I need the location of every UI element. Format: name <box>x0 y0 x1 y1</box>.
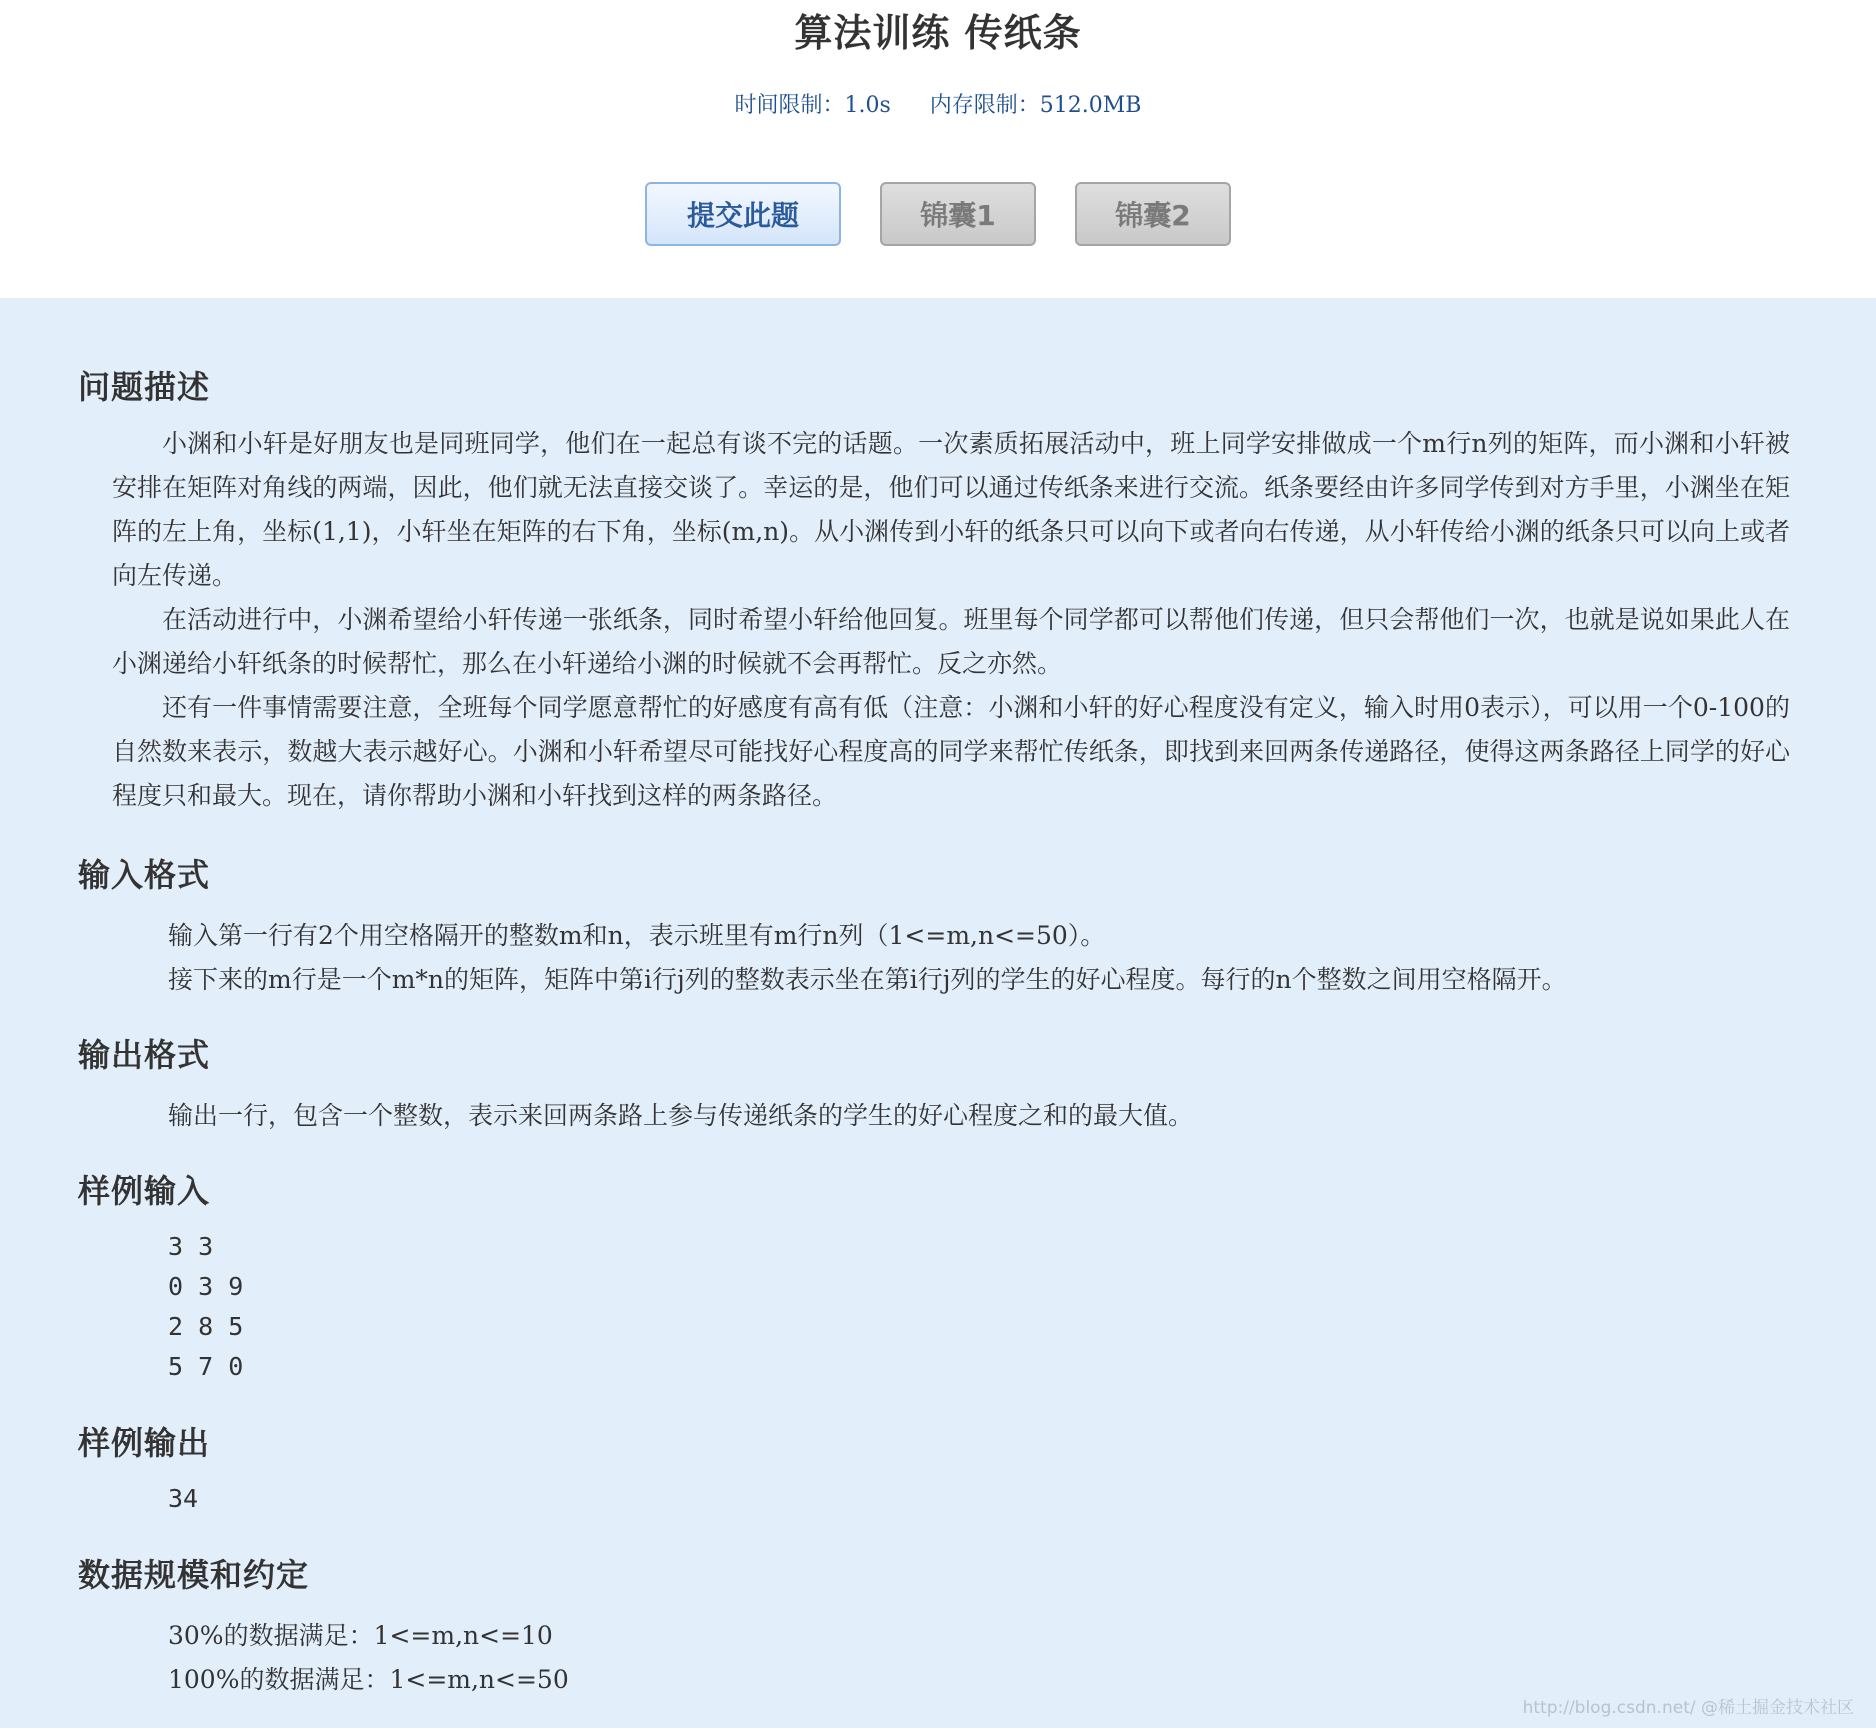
sample-output-title: 样例输出 <box>78 1424 211 1462</box>
description-paragraph-3: 还有一件事情需要注意，全班每个同学愿意帮忙的好感度有高有低（注意：小渊和小轩的好心程度没有定义，输入时用0表示），可以用一个0-100的自然数来表示，数越大表示越好心。小渊和小轩希望尽可能找好心程度高的同学来帮忙传纸条，即找到来回两条传递路径，使得这两条路径上同学的好心程度只和最大。现在，请你帮助小渊和小轩找到这样的两条路径。 <box>112 693 1790 810</box>
sample-input-line-1: 3 3 <box>168 1232 214 1261</box>
time-limit: 时间限制：1.0s <box>734 93 891 118</box>
input-format-line-1: 输入第一行有2个用空格隔开的整数m和n，表示班里有m行n列（1<=m,n<=50）。 <box>168 921 1106 950</box>
problem-content <box>0 298 1876 1728</box>
limits-bar <box>0 88 1876 119</box>
page-title: 算法训练 传纸条 <box>794 11 1082 55</box>
description-paragraph-2: 在活动进行中，小渊希望给小轩传递一张纸条，同时希望小轩给他回复。班里每个同学都可以帮他们传递，但只会帮他们一次，也就是说如果此人在小渊递给小轩纸条的时候帮忙，那么在小轩递给小渊的时候就不会再帮忙。反之亦然。 <box>112 605 1790 678</box>
output-format-title: 输出格式 <box>78 1036 211 1074</box>
tip1-button[interactable]: 锦囊1 <box>880 182 1036 246</box>
output-format-line-1: 输出一行，包含一个整数，表示来回两条路上参与传递纸条的学生的好心程度之和的最大值。 <box>168 1101 1194 1130</box>
constraints-line-2: 100%的数据满足：1<=m,n<=50 <box>168 1665 569 1694</box>
sample-input-line-4: 5 7 0 <box>168 1352 244 1381</box>
submit-button[interactable]: 提交此题 <box>645 182 841 246</box>
constraints-line-1: 30%的数据满足：1<=m,n<=10 <box>168 1621 553 1650</box>
tip2-button[interactable]: 锦囊2 <box>1075 182 1231 246</box>
sample-input-line-2: 0 3 9 <box>168 1272 244 1301</box>
sample-output-line-1: 34 <box>168 1484 199 1513</box>
description-title: 问题描述 <box>78 368 211 406</box>
input-format-title: 输入格式 <box>78 856 211 894</box>
problem-header <box>0 0 1876 298</box>
sample-input-line-3: 2 8 5 <box>168 1312 244 1341</box>
action-buttons <box>0 182 1876 248</box>
description-paragraph-1: 小渊和小轩是好朋友也是同班同学，他们在一起总有谈不完的话题。一次素质拓展活动中，班上同学安排做成一个m行n列的矩阵，而小渊和小轩被安排在矩阵对角线的两端，因此，他们就无法直接交谈了。幸运的是，他们可以通过传纸条来进行交流。纸条要经由许多同学传到对方手里，小渊坐在矩阵的左上角，坐标(1,1)，小轩坐在矩阵的右下角，坐标(m,n)。从小渊传到小轩的纸条只可以向下或者向右传递，从小轩传给小渊的纸条只可以向上或者向左传递。 <box>112 429 1790 590</box>
watermark: http://blog.csdn.net/ @稀土掘金技术社区 <box>1522 1698 1854 1718</box>
input-format-line-2: 接下来的m行是一个m*n的矩阵，矩阵中第i行j列的整数表示坐在第i行j列的学生的好心程度。每行的n个整数之间用空格隔开。 <box>168 965 1567 994</box>
memory-limit: 内存限制：512.0MB <box>929 93 1142 118</box>
sample-input-title: 样例输入 <box>78 1172 211 1210</box>
constraints-title: 数据规模和约定 <box>78 1556 310 1594</box>
